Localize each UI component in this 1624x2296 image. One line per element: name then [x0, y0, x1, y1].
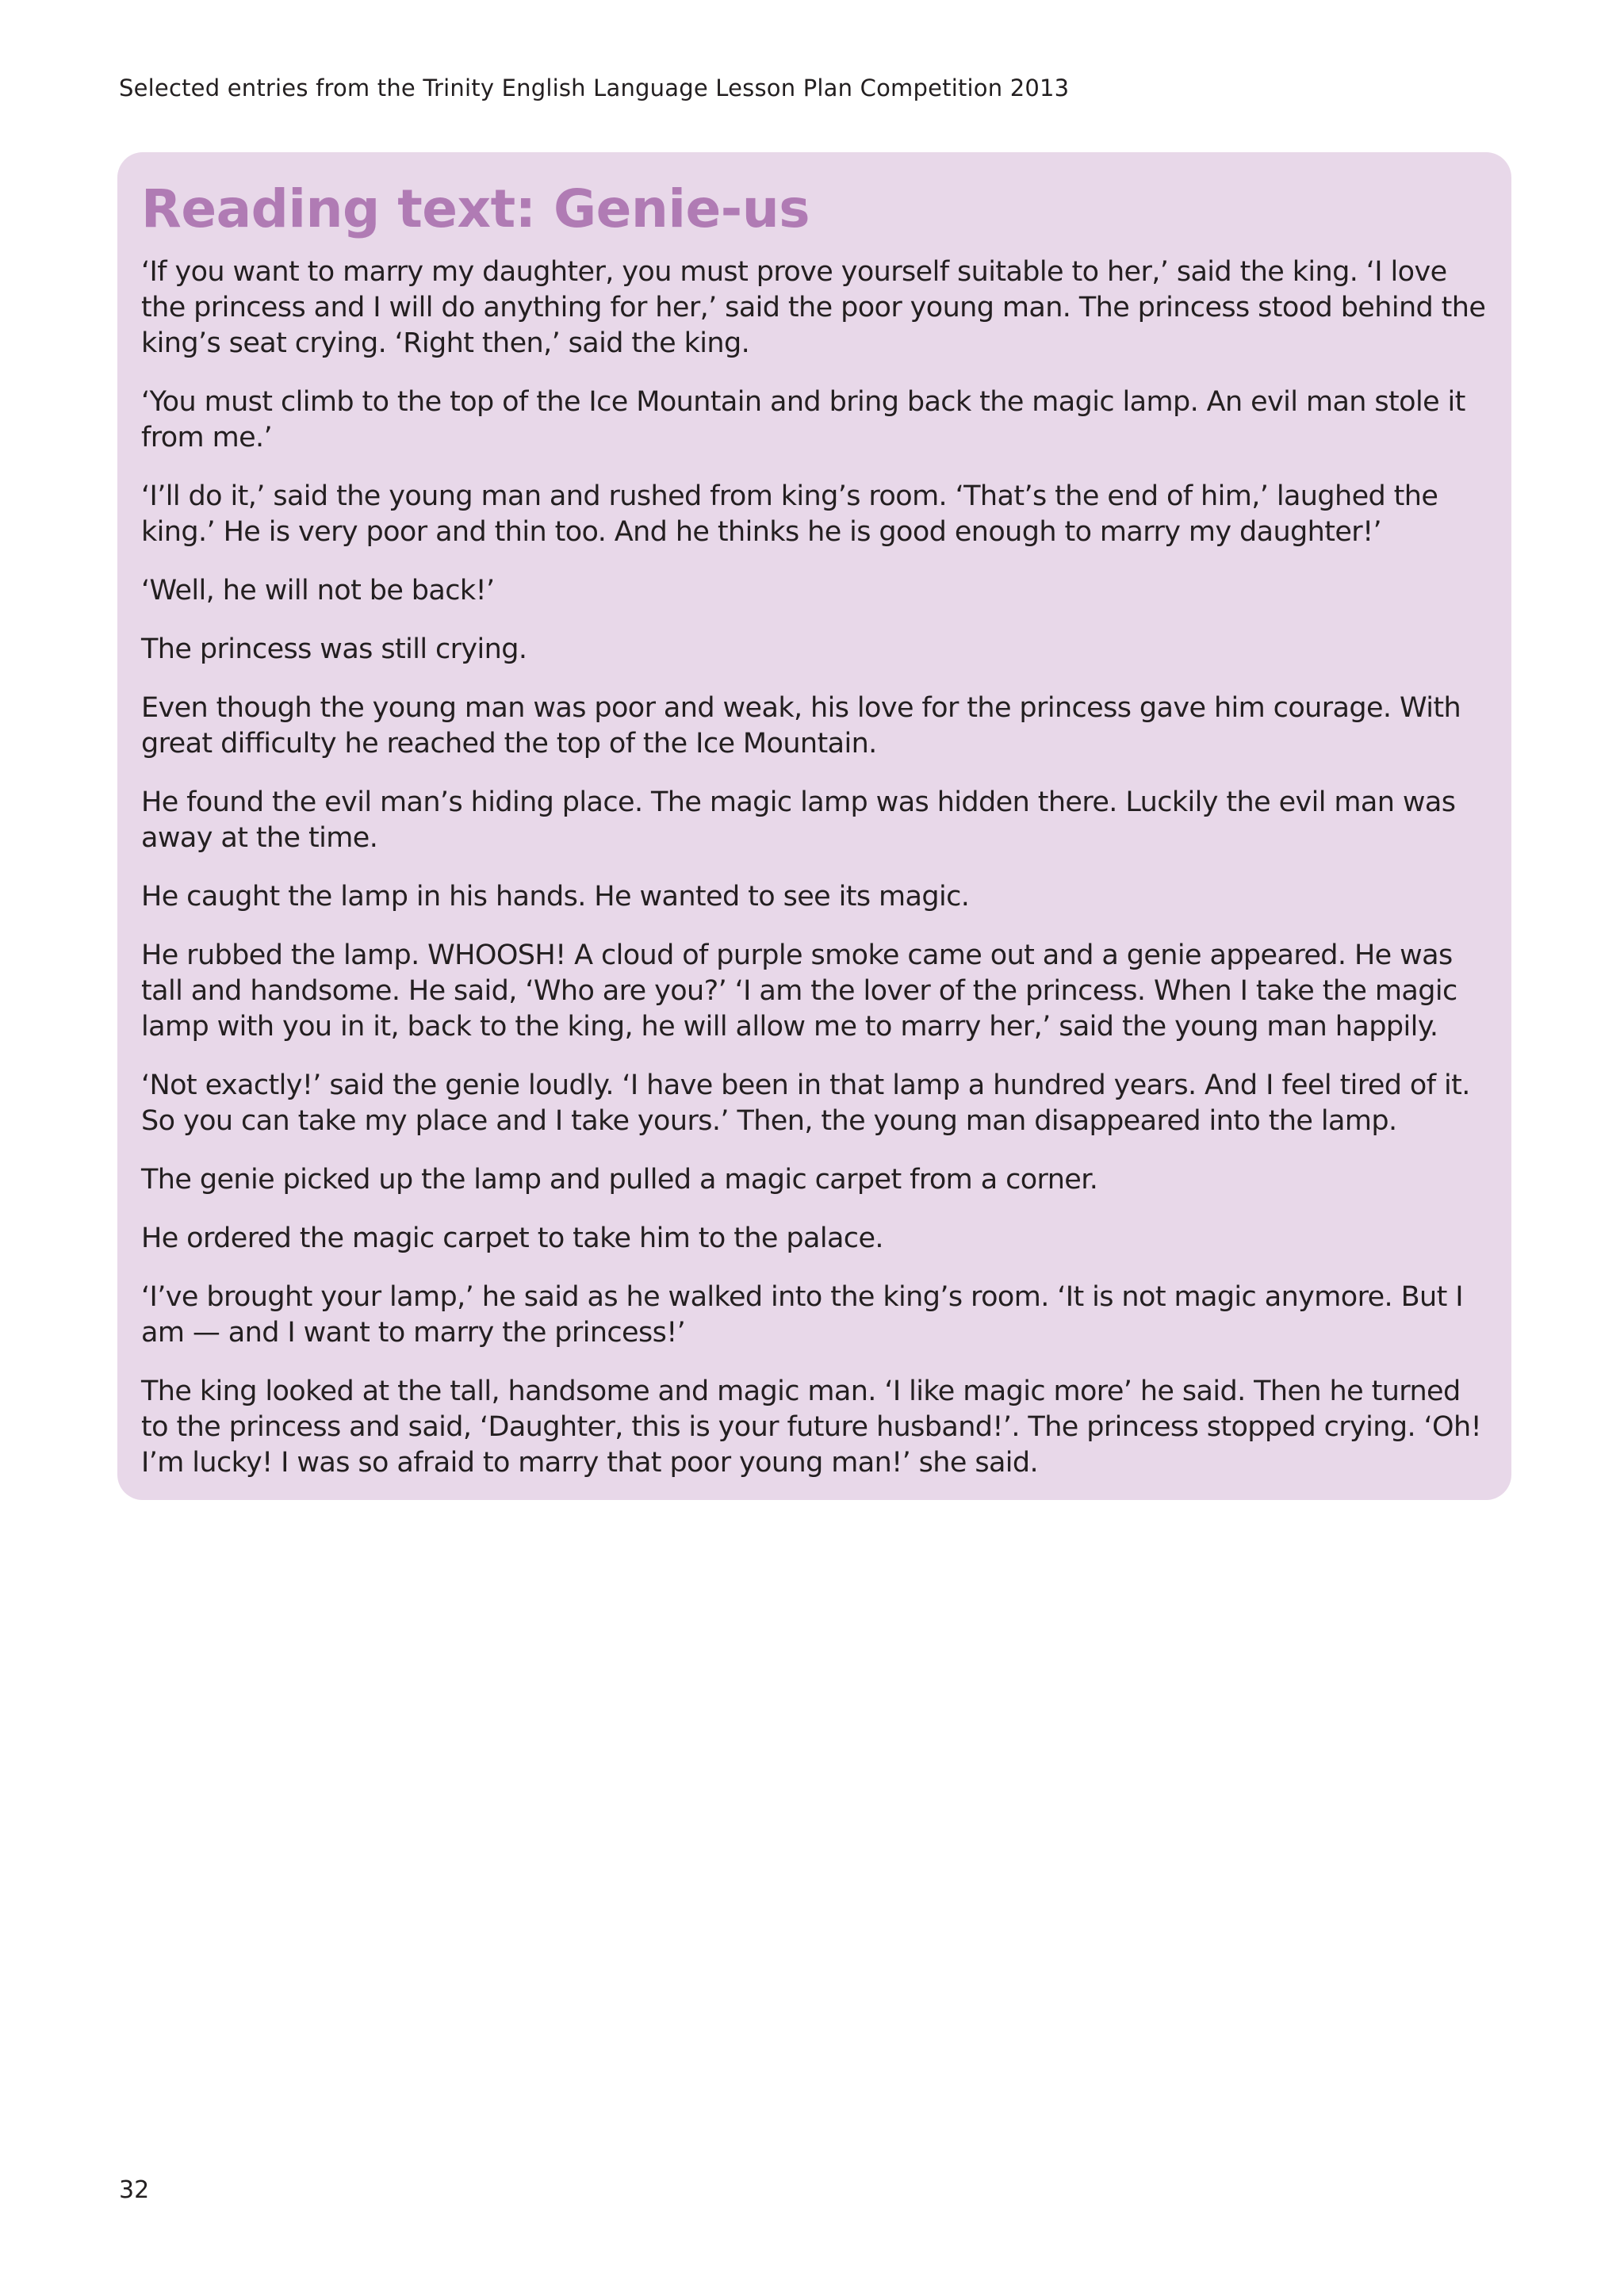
running-header: Selected entries from the Trinity English Language Lesson Plan Competition 2013	[119, 75, 1070, 101]
story-paragraph: He rubbed the lamp. WHOOSH! A cloud of purple smoke came out and a genie appeared. He was tall and handsome. He said, ‘Who are you?’ ‘I am the lover of the princess. When I take the magic lamp with you in it, back to the king, he will allow me to marry her,’ said the young man happily.	[141, 939, 1457, 1043]
story-paragraph: ‘If you want to marry my daughter, you must prove yourself suitable to her,’ said the king. ‘I love the princess and I will do anything for her,’ said the poor young man. The princess stood behind the king’s seat crying. ‘Right then,’ said the king.	[141, 256, 1486, 360]
story-paragraph: ‘You must climb to the top of the Ice Mountain and bring back the magic lamp. An evil man stole it from me.’	[141, 386, 1465, 454]
story-paragraph: ‘I’ll do it,’ said the young man and rushed from king’s room. ‘That’s the end of him,’ laughed the king.’ He is very poor and thin too. And he thinks he is good enough to marry my daughter!’	[141, 480, 1438, 549]
story-paragraph: He found the evil man’s hiding place. The magic lamp was hidden there. Luckily the evil man was away at the time.	[141, 786, 1456, 855]
story-paragraph: The genie picked up the lamp and pulled a magic carpet from a corner.	[141, 1164, 1098, 1196]
story-paragraph: ‘Well, he will not be back!’	[141, 575, 495, 607]
story-paragraph: The king looked at the tall, handsome and magic man. ‘I like magic more’ he said. Then he turned to the princess and said, ‘Daughter, this is your future husband!’. The princess stopped crying. ‘Oh! I’m lucky! I was so afraid to marry that poor young man!’ she said.	[141, 1376, 1482, 1479]
story-paragraph: He ordered the magic carpet to take him to the palace.	[141, 1223, 883, 1255]
story-paragraph: ‘Not exactly!’ said the genie loudly. ‘I have been in that lamp a hundred years. And I feel tired of it. So you can take my place and I take yours.’ Then, the young man disappeared into the lamp.	[141, 1070, 1470, 1138]
story-paragraph: ‘I’ve brought your lamp,’ he said as he walked into the king’s room. ‘It is not magic anymore. But I am — and I want to marry the princess!’	[141, 1281, 1463, 1349]
story-paragraph: The princess was still crying.	[141, 633, 527, 666]
reading-title: Reading text: Genie-us	[141, 178, 810, 239]
page-number: 32	[119, 2176, 150, 2204]
story-paragraph: He caught the lamp in his hands. He wanted to see its magic.	[141, 881, 970, 913]
story-paragraph: Even though the young man was poor and weak, his love for the princess gave him courage. With great difficulty he reached the top of the Ice Mountain.	[141, 692, 1461, 760]
reading-text-box	[117, 152, 1511, 1500]
